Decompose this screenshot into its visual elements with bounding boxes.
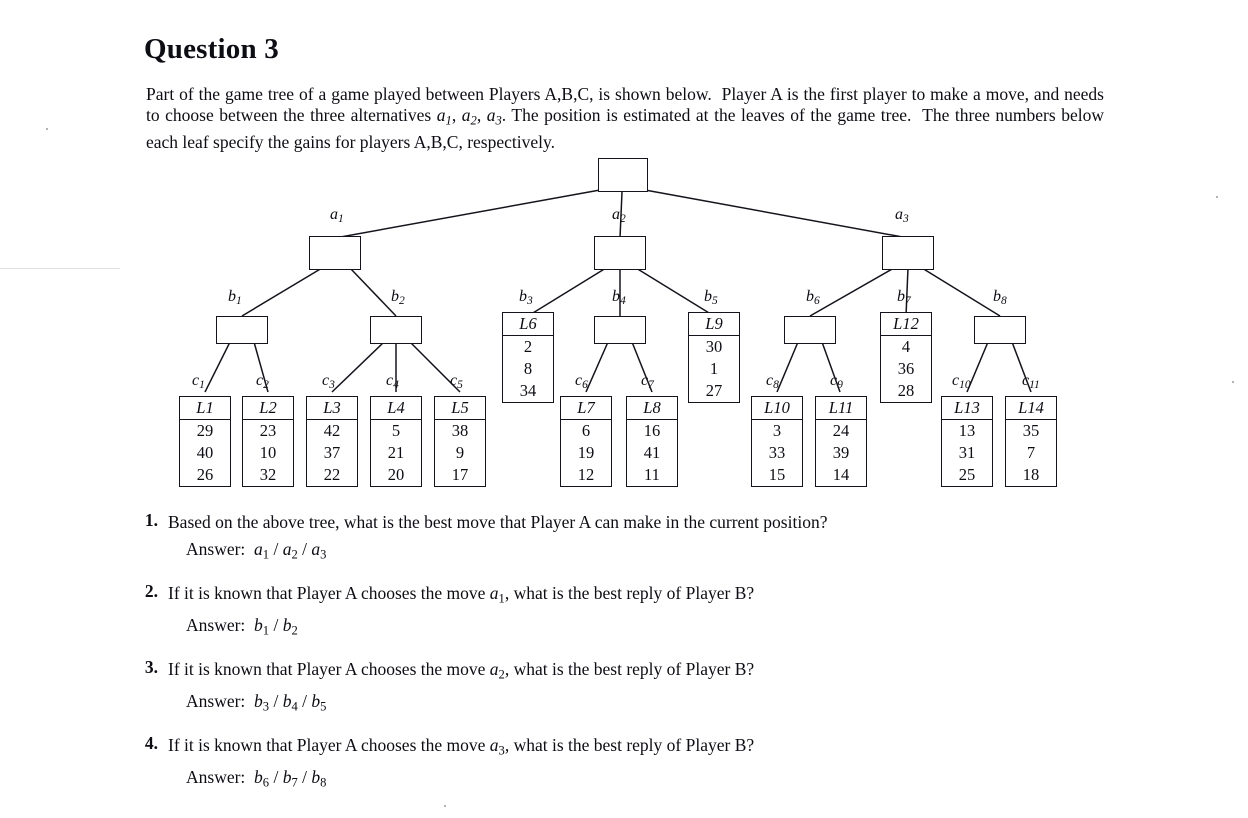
tree-node-a3 — [882, 236, 934, 270]
edge-label-b5: $b_5$ — [704, 288, 718, 308]
edge-label-b1: $b_1$ — [228, 288, 242, 308]
leaf-value-c: 28 — [897, 381, 915, 400]
tree-node-b4 — [594, 316, 646, 344]
edge-label-a3-text: $a_3$ — [895, 206, 909, 226]
leaf-value-b: 31 — [958, 443, 976, 462]
question-answer-line — [186, 762, 1134, 798]
answer-label: Answer: — [186, 615, 246, 636]
question-item-3 — [134, 657, 1134, 722]
edge-label-c11: $c_{11}$ — [1022, 372, 1040, 392]
tree-node-root — [598, 158, 648, 192]
leaf-value-c: 17 — [451, 465, 469, 484]
leaf-value-b: 9 — [455, 443, 465, 462]
questions-list — [134, 510, 1134, 809]
leaf-L7 — [560, 396, 612, 487]
leaf-name: L14 — [1018, 398, 1044, 417]
leaf-value-b: 40 — [196, 443, 214, 462]
tree-node-a1 — [309, 236, 361, 270]
leaf-L8 — [626, 396, 678, 487]
leaf-L13 — [941, 396, 993, 487]
leaf-name: L5 — [451, 398, 469, 417]
edge-label-c7: $c_7$ — [641, 372, 654, 392]
leaf-value-c: 22 — [323, 465, 341, 484]
leaf-value-c: 18 — [1022, 465, 1040, 484]
leaf-value-c: 20 — [387, 465, 405, 484]
leaf-name: L1 — [196, 398, 214, 417]
leaf-value-a: 24 — [832, 421, 850, 440]
leaf-name: L7 — [577, 398, 595, 417]
leaf-value-a: 6 — [581, 421, 591, 440]
question-number: 2. — [144, 580, 158, 601]
leaf-value-a: 3 — [772, 421, 782, 440]
leaf-L3 — [306, 396, 358, 487]
leaf-value-a: 13 — [958, 421, 976, 440]
edge-label-b3: $b_3$ — [519, 288, 533, 308]
leaf-value-b: 33 — [768, 443, 786, 462]
question-number: 3. — [144, 656, 158, 677]
edge-label-b6: $b_6$ — [806, 288, 820, 308]
edge-label-b8: $b_8$ — [993, 288, 1007, 308]
edge-label-a3 — [895, 206, 909, 225]
question-text: If it is known that Player A chooses the move $a_1$, what is the best reply of Player B? — [168, 582, 755, 606]
edge-label-a1 — [330, 206, 344, 225]
question-item-1 — [134, 510, 1134, 570]
leaf-value-b: 41 — [643, 443, 661, 462]
edge-label-b7: $b_7$ — [897, 288, 911, 308]
question-answer-line — [186, 686, 1134, 722]
leaf-L9 — [688, 312, 740, 403]
leaf-value-a: 5 — [391, 421, 401, 440]
leaf-value-c: 11 — [644, 465, 660, 484]
tree-node-b6 — [784, 316, 836, 344]
edge-label-c9: $c_9$ — [830, 372, 843, 392]
intro-paragraph: Part of the game tree of a game played between Players A,B,C, is shown below. Player A is the first player to make a move, and needs to choose between the three alternatives $a_1$, $a_2$, $a_3$. The position is estimated at the leaves of the game tree. The three numbers below each leaf specify the gains for players A,B,C, respectively. — [146, 83, 1104, 153]
leaf-L10 — [751, 396, 803, 487]
leaf-value-b: 36 — [897, 359, 915, 378]
page-title: Question 3 — [144, 33, 279, 66]
answer-options[interactable]: $b_1 / b_2$ — [254, 615, 298, 638]
leaf-L6 — [502, 312, 554, 403]
leaf-value-a: 29 — [196, 421, 214, 440]
edge-label-c1: $c_1$ — [192, 372, 205, 392]
edge-label-c6: $c_6$ — [575, 372, 588, 392]
question-text: If it is known that Player A chooses the move $a_2$, what is the best reply of Player B? — [168, 658, 755, 682]
question-item-2 — [134, 581, 1134, 646]
leaf-value-a: 16 — [643, 421, 661, 440]
scan-speck — [46, 128, 48, 130]
leaf-name: L13 — [954, 398, 980, 417]
leaf-value-c: 25 — [958, 465, 976, 484]
edge-label-c10: $c_{10}$ — [952, 372, 971, 392]
edge-label-b4: $b_4$ — [612, 288, 626, 308]
edge-label-c4: $c_4$ — [386, 372, 399, 392]
game-tree — [0, 140, 1248, 505]
edge-label-a2 — [612, 206, 626, 225]
leaf-L12 — [880, 312, 932, 403]
tree-node-b8 — [974, 316, 1026, 344]
tree-node-b2 — [370, 316, 422, 344]
leaf-value-a: 35 — [1022, 421, 1040, 440]
leaf-value-c: 27 — [705, 381, 723, 400]
leaf-name: L12 — [893, 314, 919, 333]
leaf-value-c: 12 — [577, 465, 595, 484]
leaf-L11 — [815, 396, 867, 487]
leaf-name: L10 — [764, 398, 790, 417]
leaf-name: L11 — [828, 398, 854, 417]
question-item-4 — [134, 733, 1134, 798]
leaf-name: L8 — [643, 398, 661, 417]
leaf-value-b: 21 — [387, 443, 405, 462]
edge-label-c5: $c_5$ — [450, 372, 463, 392]
leaf-value-b: 1 — [709, 359, 719, 378]
leaf-L4 — [370, 396, 422, 487]
leaf-value-b: 39 — [832, 443, 850, 462]
leaf-L1 — [179, 396, 231, 487]
question-answer-line — [186, 610, 1134, 646]
leaf-name: L9 — [705, 314, 723, 333]
leaf-value-a: 23 — [259, 421, 277, 440]
edge-label-c3: $c_3$ — [322, 372, 335, 392]
edge-label-c2: $c_2$ — [256, 372, 269, 392]
leaf-value-b: 7 — [1026, 443, 1036, 462]
leaf-L14 — [1005, 396, 1057, 487]
edge-label-c8: $c_8$ — [766, 372, 779, 392]
leaf-L5 — [434, 396, 486, 487]
edge-label-b2: $b_2$ — [391, 288, 405, 308]
question-number: 1. — [144, 510, 158, 530]
tree-node-b1 — [216, 316, 268, 344]
answer-label: Answer: — [186, 691, 246, 712]
question-text: If it is known that Player A chooses the move $a_3$, what is the best reply of Player B? — [168, 734, 755, 758]
answer-label: Answer: — [186, 539, 246, 559]
leaf-name: L6 — [519, 314, 537, 333]
leaf-value-b: 37 — [323, 443, 341, 462]
answer-options[interactable]: $a_1 / a_2 / a_3$ — [254, 539, 327, 562]
leaf-value-c: 26 — [196, 465, 214, 484]
leaf-value-b: 19 — [577, 443, 595, 462]
leaf-L2 — [242, 396, 294, 487]
leaf-value-a: 30 — [705, 337, 723, 356]
question-number: 4. — [144, 732, 158, 753]
leaf-value-a: 42 — [323, 421, 341, 440]
leaf-value-b: 10 — [259, 443, 277, 462]
edge-label-a2-text: $a_2$ — [612, 206, 626, 226]
edge-label-a1-text: $a_1$ — [330, 206, 344, 226]
tree-node-a2 — [594, 236, 646, 270]
leaf-value-c: 15 — [768, 465, 786, 484]
question-answer-line — [186, 534, 1134, 570]
leaf-value-a: 4 — [901, 337, 911, 356]
question-text: Based on the above tree, what is the best move that Player A can make in the current position? — [168, 512, 828, 532]
leaf-value-c: 34 — [519, 381, 537, 400]
leaf-name: L3 — [323, 398, 341, 417]
leaf-value-c: 32 — [259, 465, 277, 484]
leaf-value-c: 14 — [832, 465, 850, 484]
leaf-value-a: 2 — [523, 337, 533, 356]
answer-options[interactable]: $b_6 / b_7 / b_8$ — [254, 767, 327, 790]
leaf-value-a: 38 — [451, 421, 469, 440]
answer-options[interactable]: $b_3 / b_4 / b_5$ — [254, 691, 327, 714]
leaf-name: L4 — [387, 398, 405, 417]
leaf-name: L2 — [259, 398, 277, 417]
leaf-value-b: 8 — [523, 359, 533, 378]
answer-label: Answer: — [186, 767, 246, 788]
